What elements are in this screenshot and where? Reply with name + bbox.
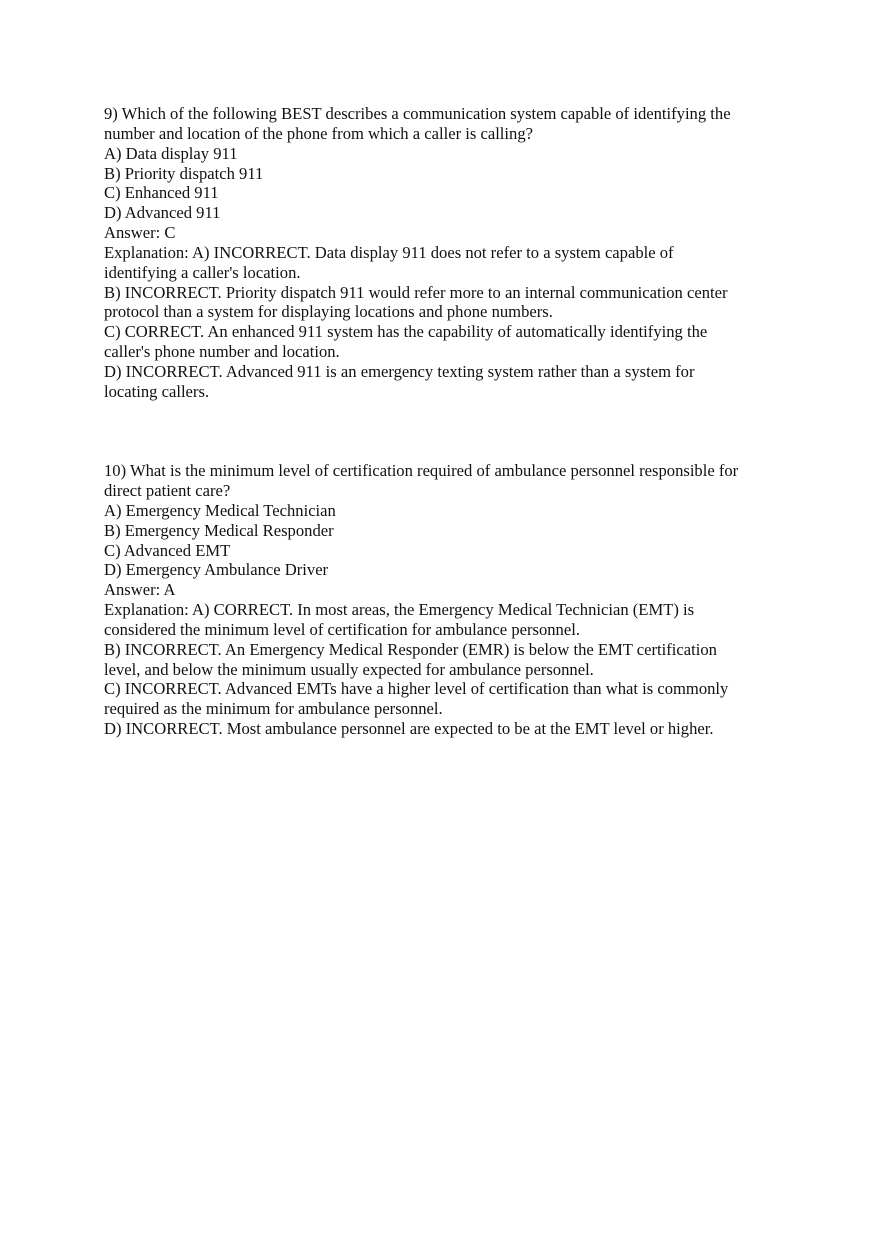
question-9 <box>104 104 738 402</box>
text-line: required as the minimum for ambulance personnel. <box>104 699 443 719</box>
text-line: Answer: A <box>104 580 176 600</box>
text-line: identifying a caller's location. <box>104 262 301 282</box>
text-line: C) Advanced EMT <box>104 540 231 560</box>
text-line: 10) What is the minimum level of certification required of ambulance personnel responsible for <box>104 461 739 481</box>
text-line: C) Enhanced 911 <box>104 183 219 203</box>
text-line: B) INCORRECT. An Emergency Medical Responder (EMR) is below the EMT certification <box>104 639 717 659</box>
text-line: 9) Which of the following BEST describes a communication system capable of identifying the <box>104 104 731 123</box>
text-line: A) Emergency Medical Technician <box>104 500 336 520</box>
text-line: C) INCORRECT. Advanced EMTs have a higher level of certification than what is commonly <box>104 679 729 699</box>
text-line: caller's phone number and location. <box>104 342 340 362</box>
text-line: D) Advanced 911 <box>104 203 221 223</box>
text-line: locating callers. <box>104 381 210 401</box>
text-line: B) Priority dispatch 911 <box>104 163 264 183</box>
text-line: level, and below the minimum usually expected for ambulance personnel. <box>104 659 594 679</box>
text-line: Explanation: A) CORRECT. In most areas, the Emergency Medical Technician (EMT) is <box>104 600 695 620</box>
text-line: D) INCORRECT. Advanced 911 is an emergency texting system rather than a system for <box>104 361 695 381</box>
text-line: protocol than a system for displaying locations and phone numbers. <box>104 302 553 322</box>
text-line: Explanation: A) INCORRECT. Data display 911 does not refer to a system capable of <box>104 242 674 262</box>
text-line: B) INCORRECT. Priority dispatch 911 would refer more to an internal communication center <box>104 282 728 302</box>
text-line: Answer: C <box>104 223 176 243</box>
text-line: D) Emergency Ambulance Driver <box>104 560 329 580</box>
text-line: C) CORRECT. An enhanced 911 system has the capability of automatically identifying the <box>104 322 708 342</box>
text-line: considered the minimum level of certification for ambulance personnel. <box>104 619 580 639</box>
text-line: B) Emergency Medical Responder <box>104 520 334 540</box>
question-10 <box>104 461 738 739</box>
question-spacer <box>104 402 738 462</box>
text-line: direct patient care? <box>104 481 231 501</box>
text-line: number and location of the phone from which a caller is calling? <box>104 123 533 143</box>
document-page <box>104 104 738 739</box>
text-line: D) INCORRECT. Most ambulance personnel are expected to be at the EMT level or higher. <box>104 719 714 739</box>
text-line: A) Data display 911 <box>104 143 238 163</box>
